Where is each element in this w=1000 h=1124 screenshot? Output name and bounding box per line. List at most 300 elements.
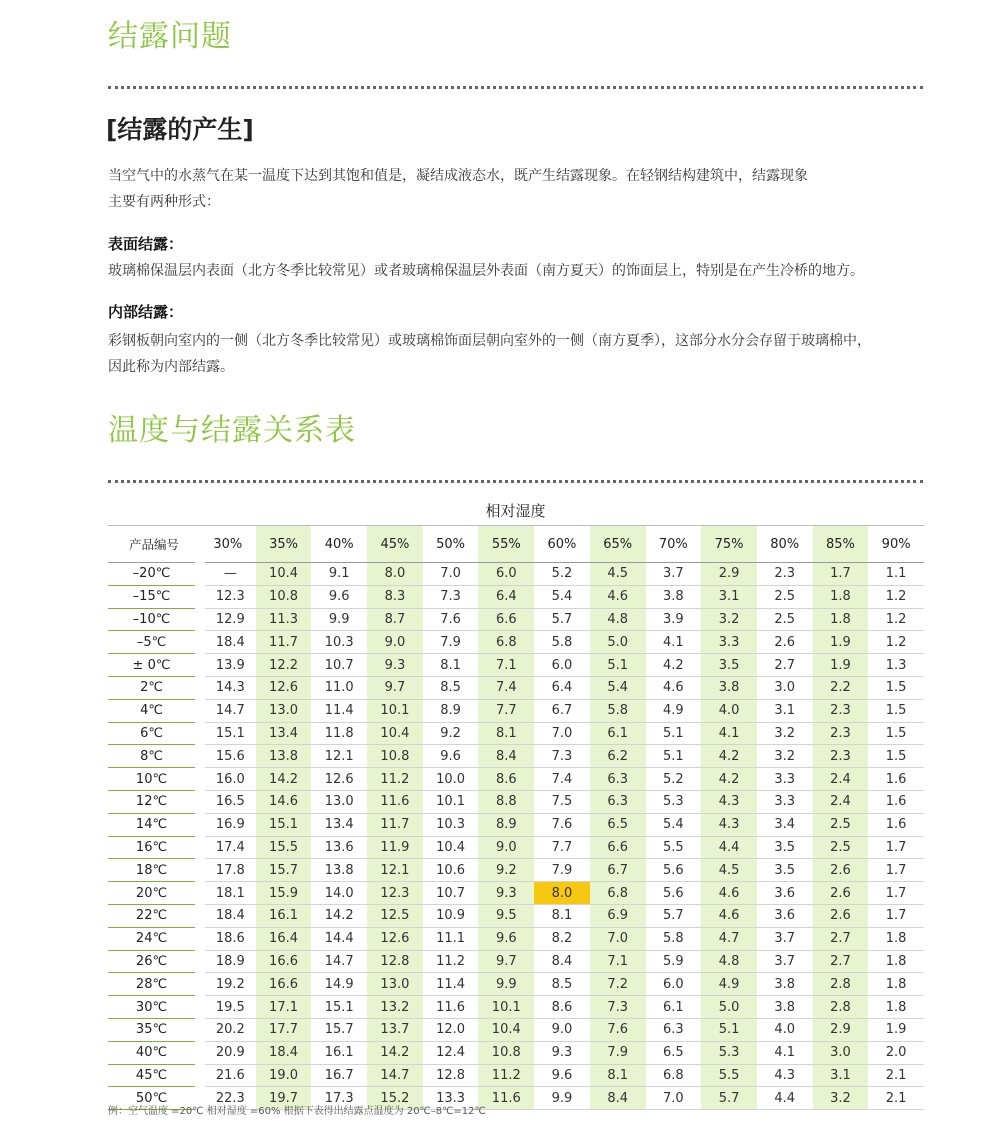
value-cell: 4.1 (701, 722, 757, 745)
value-cell: 18.6 (200, 927, 256, 950)
value-cell: 1.5 (868, 699, 924, 722)
value-cell: 5.7 (534, 608, 590, 631)
value-cell: 13.0 (311, 790, 367, 813)
value-cell: 12.1 (311, 745, 367, 768)
value-cell: 3.5 (757, 836, 813, 859)
value-cell: 11.9 (367, 836, 423, 859)
temperature-cell: –20℃ (108, 563, 200, 586)
value-cell: 3.1 (701, 585, 757, 608)
value-cell: 1.7 (868, 882, 924, 905)
value-cell: 6.1 (646, 996, 702, 1019)
value-cell: 3.1 (813, 1064, 869, 1087)
value-cell: 18.9 (200, 950, 256, 973)
value-cell: 5.4 (590, 676, 646, 699)
value-cell: 1.5 (868, 676, 924, 699)
value-cell: 10.7 (311, 654, 367, 677)
value-cell: 2.4 (813, 768, 869, 791)
value-cell: 7.7 (478, 699, 534, 722)
temperature-cell: 35℃ (108, 1018, 200, 1041)
value-cell: 2.7 (813, 950, 869, 973)
value-cell: 3.9 (646, 608, 702, 631)
value-cell: 12.3 (200, 585, 256, 608)
value-cell: 12.6 (311, 768, 367, 791)
value-cell: 14.2 (256, 768, 312, 791)
temperature-cell: 8℃ (108, 745, 200, 768)
value-cell: 9.0 (367, 631, 423, 654)
value-cell: 5.8 (534, 631, 590, 654)
value-cell: 7.1 (590, 950, 646, 973)
value-cell: 3.2 (757, 745, 813, 768)
value-cell: 7.9 (590, 1041, 646, 1064)
value-cell: 10.8 (478, 1041, 534, 1064)
dewpoint-table (108, 525, 924, 1110)
value-cell: 11.7 (256, 631, 312, 654)
value-cell: 16.0 (200, 768, 256, 791)
value-cell: 7.0 (423, 563, 479, 586)
value-cell: 9.7 (367, 676, 423, 699)
value-cell: 6.0 (646, 973, 702, 996)
value-cell: 14.0 (311, 882, 367, 905)
table-row (108, 563, 924, 586)
table-row (108, 1064, 924, 1087)
value-cell: 2.6 (813, 882, 869, 905)
value-cell: 3.6 (757, 904, 813, 927)
value-cell: 10.1 (367, 699, 423, 722)
value-cell: 15.1 (200, 722, 256, 745)
value-cell: 12.9 (200, 608, 256, 631)
temperature-cell: –5℃ (108, 631, 200, 654)
value-cell: 15.5 (256, 836, 312, 859)
section-title-condensation: 结露问题 (108, 19, 232, 54)
column-header: 35% (256, 526, 312, 563)
table-row (108, 768, 924, 791)
value-cell: 6.6 (478, 608, 534, 631)
value-cell: 5.6 (646, 882, 702, 905)
temperature-cell: 30℃ (108, 996, 200, 1019)
value-cell: 12.0 (423, 1018, 479, 1041)
internal-line-2: 因此称为内部结露。 (108, 359, 234, 375)
internal-paragraph (108, 328, 923, 380)
value-cell: 1.7 (868, 859, 924, 882)
value-cell: 9.2 (423, 722, 479, 745)
value-cell: 3.2 (813, 1087, 869, 1110)
value-cell: 11.2 (423, 950, 479, 973)
surface-text: 玻璃棉保温层内表面（北方冬季比较常见）或者玻璃棉保温层外表面（南方夏天）的饰面层上，特别是在产生冷桥的地方。 (108, 263, 864, 279)
value-cell: 3.3 (701, 631, 757, 654)
value-cell: 8.6 (534, 996, 590, 1019)
value-cell: 18.1 (200, 882, 256, 905)
value-cell: 4.2 (701, 745, 757, 768)
value-cell: 1.6 (868, 813, 924, 836)
value-cell: 5.1 (701, 1018, 757, 1041)
value-cell: 16.9 (200, 813, 256, 836)
value-cell: 4.3 (701, 790, 757, 813)
table-row (108, 585, 924, 608)
value-cell: 3.5 (757, 859, 813, 882)
value-cell: 6.8 (646, 1064, 702, 1087)
value-cell: 13.8 (256, 745, 312, 768)
value-cell: 7.4 (478, 676, 534, 699)
value-cell: 4.6 (646, 676, 702, 699)
value-cell: 8.6 (478, 768, 534, 791)
value-cell: 16.7 (311, 1064, 367, 1087)
value-cell: 10.1 (478, 996, 534, 1019)
value-cell: 9.1 (311, 563, 367, 586)
value-cell: 11.4 (423, 973, 479, 996)
value-cell: 12.8 (423, 1064, 479, 1087)
temperature-cell: 40℃ (108, 1041, 200, 1064)
value-cell: 5.1 (646, 722, 702, 745)
intro-paragraph (108, 163, 923, 215)
value-cell: 4.0 (701, 699, 757, 722)
table-row (108, 836, 924, 859)
value-cell: 17.3 (311, 1087, 367, 1110)
value-cell: 2.5 (757, 585, 813, 608)
value-cell: 1.2 (868, 631, 924, 654)
value-cell: 6.7 (534, 699, 590, 722)
value-cell: 5.1 (590, 654, 646, 677)
value-cell: 7.2 (590, 973, 646, 996)
internal-line-1: 彩钢板朝向室内的一侧（北方冬季比较常见）或玻璃棉饰面层朝向室外的一侧（南方夏季），这部分水分会存留于玻璃棉中， (108, 333, 871, 349)
value-cell: 5.0 (590, 631, 646, 654)
value-cell: 7.6 (590, 1018, 646, 1041)
value-cell: 15.7 (311, 1018, 367, 1041)
column-header: 40% (311, 526, 367, 563)
value-cell: 10.8 (367, 745, 423, 768)
value-cell: 10.1 (423, 790, 479, 813)
value-cell: 17.4 (200, 836, 256, 859)
temperature-cell: 6℃ (108, 722, 200, 745)
value-cell: 16.1 (311, 1041, 367, 1064)
column-header: 45% (367, 526, 423, 563)
value-cell: 3.3 (757, 790, 813, 813)
value-cell: 2.9 (701, 563, 757, 586)
value-cell: 14.6 (256, 790, 312, 813)
value-cell: 15.6 (200, 745, 256, 768)
value-cell: 3.7 (646, 563, 702, 586)
value-cell: 7.3 (423, 585, 479, 608)
value-cell: 12.6 (367, 927, 423, 950)
value-cell: 16.5 (200, 790, 256, 813)
value-cell: 15.2 (367, 1087, 423, 1110)
value-cell: 10.6 (423, 859, 479, 882)
value-cell: 12.5 (367, 904, 423, 927)
table-row (108, 950, 924, 973)
value-cell: 8.8 (478, 790, 534, 813)
value-cell: 4.8 (590, 608, 646, 631)
value-cell: 6.5 (590, 813, 646, 836)
dotted-divider-2 (108, 480, 923, 483)
temperature-cell: 14℃ (108, 813, 200, 836)
value-cell: 11.1 (423, 927, 479, 950)
value-cell: 11.4 (311, 699, 367, 722)
row-label-header: 产品编号 (108, 526, 200, 563)
column-header: 90% (868, 526, 924, 563)
value-cell: 1.1 (868, 563, 924, 586)
value-cell: 9.0 (478, 836, 534, 859)
value-cell: 8.7 (367, 608, 423, 631)
value-cell: 2.3 (813, 745, 869, 768)
value-cell: 17.8 (200, 859, 256, 882)
value-cell: 8.4 (590, 1087, 646, 1110)
value-cell: 9.6 (311, 585, 367, 608)
table-row (108, 790, 924, 813)
value-cell: 6.9 (590, 904, 646, 927)
value-cell: 13.2 (367, 996, 423, 1019)
temperature-cell: 16℃ (108, 836, 200, 859)
value-cell: 9.3 (478, 882, 534, 905)
column-header: 55% (478, 526, 534, 563)
value-cell: 14.9 (311, 973, 367, 996)
value-cell: 5.7 (701, 1087, 757, 1110)
value-cell: 3.2 (757, 722, 813, 745)
value-cell: 7.0 (590, 927, 646, 950)
value-cell: 8.1 (534, 904, 590, 927)
table-row (108, 631, 924, 654)
temperature-cell: 18℃ (108, 859, 200, 882)
value-cell: 13.0 (256, 699, 312, 722)
value-cell: 2.1 (868, 1064, 924, 1087)
value-cell: 5.2 (534, 563, 590, 586)
value-cell: 16.6 (256, 973, 312, 996)
value-cell: 9.6 (423, 745, 479, 768)
value-cell: 13.9 (200, 654, 256, 677)
value-cell: 2.5 (757, 608, 813, 631)
value-cell: 6.2 (590, 745, 646, 768)
value-cell: 10.4 (478, 1018, 534, 1041)
value-cell: 4.9 (701, 973, 757, 996)
value-cell: 9.3 (534, 1041, 590, 1064)
value-cell: 9.2 (478, 859, 534, 882)
value-cell: 5.7 (646, 904, 702, 927)
value-cell: 8.4 (478, 745, 534, 768)
value-cell: 17.7 (256, 1018, 312, 1041)
table-row (108, 722, 924, 745)
value-cell: 8.2 (534, 927, 590, 950)
value-cell: 14.7 (311, 950, 367, 973)
temperature-cell: 26℃ (108, 950, 200, 973)
value-cell: 13.4 (256, 722, 312, 745)
value-cell: 6.7 (590, 859, 646, 882)
value-cell: 7.1 (478, 654, 534, 677)
value-cell: 3.5 (701, 654, 757, 677)
value-cell: — (200, 563, 256, 586)
value-cell: 7.0 (646, 1087, 702, 1110)
table-row (108, 654, 924, 677)
value-cell: 10.3 (311, 631, 367, 654)
value-cell: 7.3 (590, 996, 646, 1019)
value-cell: 1.7 (868, 904, 924, 927)
temperature-cell: 28℃ (108, 973, 200, 996)
temperature-cell: 45℃ (108, 1064, 200, 1087)
value-cell: 11.2 (367, 768, 423, 791)
intro-line-1: 当空气中的水蒸气在某一温度下达到其饱和值是，凝结成液态水，既产生结露现象。在轻钢结构建筑中，结露现象 (108, 168, 808, 184)
table-row (108, 882, 924, 905)
value-cell: 13.0 (367, 973, 423, 996)
value-cell: 3.6 (757, 882, 813, 905)
value-cell: 14.2 (367, 1041, 423, 1064)
temperature-cell: 12℃ (108, 790, 200, 813)
value-cell: 12.2 (256, 654, 312, 677)
temperature-cell: 2℃ (108, 676, 200, 699)
value-cell: 4.6 (701, 882, 757, 905)
value-cell: 1.6 (868, 790, 924, 813)
value-cell: 11.3 (256, 608, 312, 631)
value-cell: 2.6 (757, 631, 813, 654)
value-cell: 7.5 (534, 790, 590, 813)
value-cell: 4.6 (590, 585, 646, 608)
value-cell: 12.1 (367, 859, 423, 882)
value-cell: 4.3 (757, 1064, 813, 1087)
table-row (108, 745, 924, 768)
value-cell: 4.7 (701, 927, 757, 950)
value-cell: 5.6 (646, 859, 702, 882)
value-cell: 2.9 (813, 1018, 869, 1041)
value-cell: 4.5 (590, 563, 646, 586)
value-cell: 12.6 (256, 676, 312, 699)
value-cell: 10.9 (423, 904, 479, 927)
value-cell: 2.6 (813, 904, 869, 927)
value-cell: 5.4 (534, 585, 590, 608)
value-cell: 5.2 (646, 768, 702, 791)
value-cell: 10.4 (256, 563, 312, 586)
value-cell: 18.4 (200, 904, 256, 927)
table-row (108, 996, 924, 1019)
value-cell: 1.6 (868, 768, 924, 791)
value-cell: 2.3 (813, 722, 869, 745)
value-cell: 19.5 (200, 996, 256, 1019)
value-cell: 4.2 (646, 654, 702, 677)
value-cell: 5.9 (646, 950, 702, 973)
value-cell: 9.9 (534, 1087, 590, 1110)
value-cell: 2.4 (813, 790, 869, 813)
value-cell: 11.6 (423, 996, 479, 1019)
value-cell: 8.9 (478, 813, 534, 836)
value-cell: 4.0 (757, 1018, 813, 1041)
surface-heading: 表面结露： (108, 235, 184, 253)
value-cell: 14.2 (311, 904, 367, 927)
value-cell: 16.1 (256, 904, 312, 927)
value-cell: 1.9 (813, 654, 869, 677)
value-cell: 6.4 (534, 676, 590, 699)
intro-line-2: 主要有两种形式： (108, 194, 220, 210)
value-cell: 11.7 (367, 813, 423, 836)
value-cell: 5.0 (701, 996, 757, 1019)
value-cell: 6.3 (590, 790, 646, 813)
temperature-cell: ± 0℃ (108, 654, 200, 677)
footnote: 例：空气温度 =20℃ 相对湿度 =60% 根据下表得出结露点温度为 20℃–8℃=12℃ (108, 1106, 486, 1117)
value-cell: 4.4 (757, 1087, 813, 1110)
value-cell: 11.8 (311, 722, 367, 745)
value-cell: 5.1 (646, 745, 702, 768)
value-cell: 4.4 (701, 836, 757, 859)
value-cell: 13.8 (311, 859, 367, 882)
value-cell: 2.0 (868, 1041, 924, 1064)
value-cell: 7.3 (534, 745, 590, 768)
temperature-cell: 24℃ (108, 927, 200, 950)
table-row (108, 859, 924, 882)
value-cell: 9.3 (367, 654, 423, 677)
value-cell: 7.7 (534, 836, 590, 859)
value-cell: 7.0 (534, 722, 590, 745)
value-cell: 9.9 (311, 608, 367, 631)
value-cell: 1.8 (813, 608, 869, 631)
value-cell: 1.5 (868, 745, 924, 768)
value-cell: 1.7 (868, 836, 924, 859)
column-header: 85% (813, 526, 869, 563)
value-cell: 10.4 (367, 722, 423, 745)
value-cell: 6.3 (646, 1018, 702, 1041)
value-cell: 13.3 (423, 1087, 479, 1110)
value-cell: 5.5 (701, 1064, 757, 1087)
value-cell: 8.9 (423, 699, 479, 722)
value-cell: 8.0 (367, 563, 423, 586)
value-cell: 9.5 (478, 904, 534, 927)
value-cell: 15.9 (256, 882, 312, 905)
value-cell: 8.4 (534, 950, 590, 973)
value-cell: 19.0 (256, 1064, 312, 1087)
value-cell: 6.6 (590, 836, 646, 859)
value-cell: 12.4 (423, 1041, 479, 1064)
value-cell: 2.5 (813, 836, 869, 859)
value-cell: 3.1 (757, 699, 813, 722)
temperature-cell: 20℃ (108, 882, 200, 905)
value-cell: 7.4 (534, 768, 590, 791)
value-cell: 6.8 (590, 882, 646, 905)
value-cell: 3.0 (813, 1041, 869, 1064)
value-cell: 1.9 (813, 631, 869, 654)
table-header-row (108, 526, 924, 563)
value-cell: 2.7 (757, 654, 813, 677)
value-cell: 16.4 (256, 927, 312, 950)
value-cell: 1.2 (868, 585, 924, 608)
value-cell: 4.9 (646, 699, 702, 722)
value-cell: 22.3 (200, 1087, 256, 1110)
value-cell: 20.9 (200, 1041, 256, 1064)
value-cell: 8.5 (534, 973, 590, 996)
value-cell: 7.6 (534, 813, 590, 836)
value-cell: 2.2 (813, 676, 869, 699)
value-cell: 15.1 (256, 813, 312, 836)
value-cell: 8.1 (478, 722, 534, 745)
value-cell: 1.8 (868, 973, 924, 996)
subsection-title: [结露的产生] (106, 115, 254, 144)
value-cell: 1.8 (813, 585, 869, 608)
value-cell: 6.1 (590, 722, 646, 745)
value-cell: 3.0 (757, 676, 813, 699)
value-cell: 10.4 (423, 836, 479, 859)
value-cell: 6.0 (478, 563, 534, 586)
value-cell: 7.6 (423, 608, 479, 631)
value-cell: 9.6 (534, 1064, 590, 1087)
value-cell: 3.4 (757, 813, 813, 836)
section-title-table: 温度与结露关系表 (108, 413, 356, 448)
table-row (108, 699, 924, 722)
value-cell: 3.8 (701, 676, 757, 699)
value-cell: 5.3 (701, 1041, 757, 1064)
value-cell: 14.3 (200, 676, 256, 699)
value-cell: 4.8 (701, 950, 757, 973)
value-cell: 2.5 (813, 813, 869, 836)
value-cell: 3.8 (757, 996, 813, 1019)
value-cell: 2.8 (813, 996, 869, 1019)
table-row (108, 676, 924, 699)
value-cell: 3.7 (757, 950, 813, 973)
value-cell: 7.9 (534, 859, 590, 882)
temperature-cell: –15℃ (108, 585, 200, 608)
value-cell: 11.2 (478, 1064, 534, 1087)
value-cell: 13.4 (311, 813, 367, 836)
